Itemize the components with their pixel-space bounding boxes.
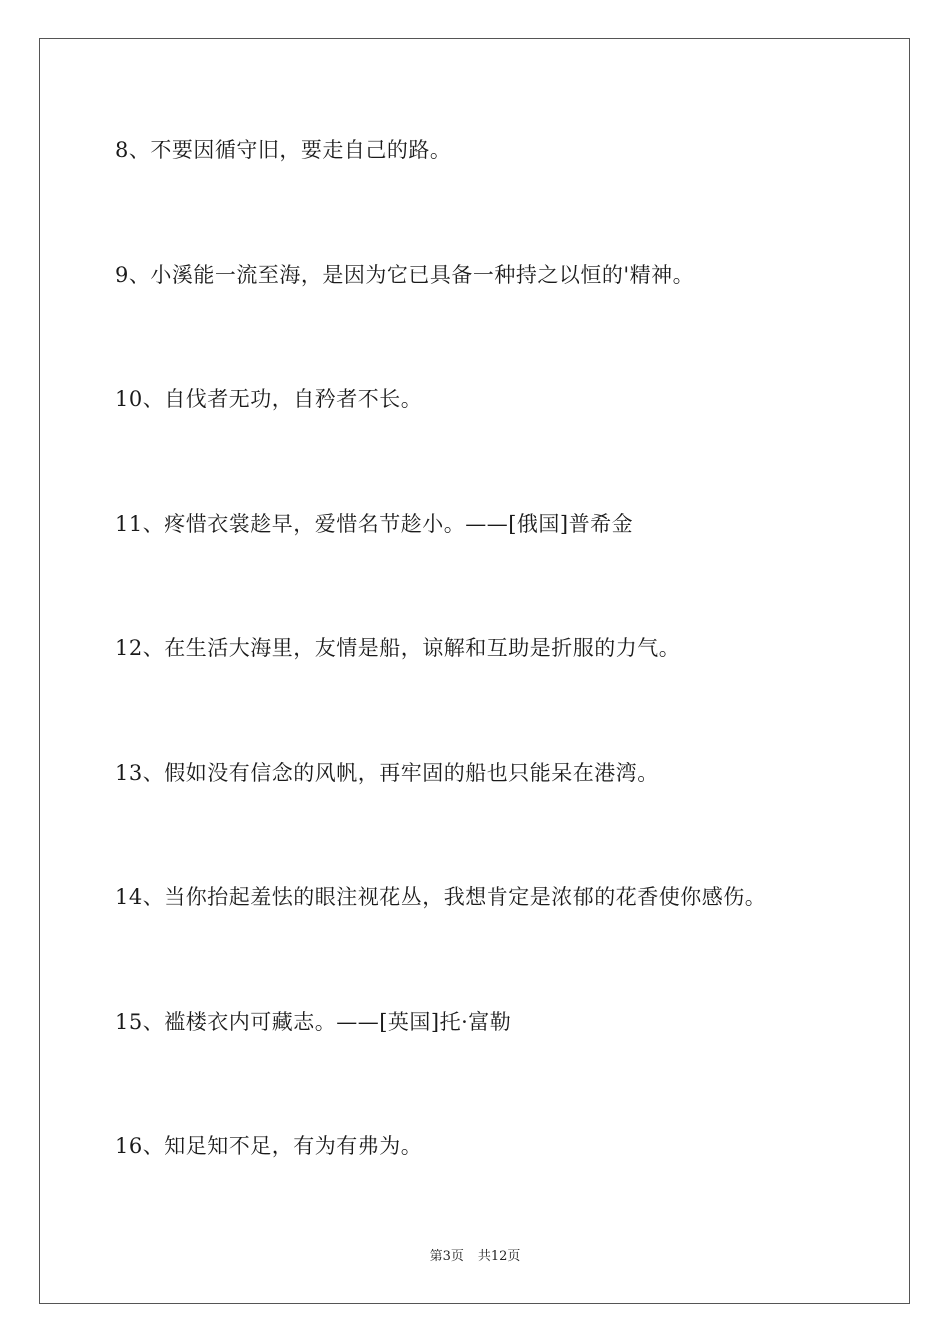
quote-line-15: 15、褴楼衣内可藏志。——[英国]托·富勒	[115, 1010, 512, 1034]
quote-line-9: 9、小溪能一流至海，是因为它已具备一种持之以恒的'精神。	[115, 263, 695, 287]
quote-line-13: 13、假如没有信念的风帆，再牢固的船也只能呆在港湾。	[115, 761, 659, 785]
page-border	[39, 38, 910, 1304]
quote-line-11: 11、疼惜衣裳趁早，爱惜名节趁小。——[俄国]普希金	[115, 512, 634, 536]
quote-line-16: 16、知足知不足，有为有弗为。	[115, 1134, 423, 1158]
quote-line-14: 14、当你抬起羞怯的眼注视花丛，我想肯定是浓郁的花香使你感伤。	[115, 885, 767, 909]
page-footer	[0, 1248, 950, 1266]
quote-line-12: 12、在生活大海里，友情是船，谅解和互助是折服的力气。	[115, 636, 681, 660]
page-total: 共12页	[477, 1249, 521, 1264]
quote-line-8: 8、不要因循守旧，要走自己的路。	[115, 138, 452, 162]
page-number: 第3页	[429, 1249, 464, 1264]
quote-line-10: 10、自伐者无功，自矜者不长。	[115, 387, 423, 411]
